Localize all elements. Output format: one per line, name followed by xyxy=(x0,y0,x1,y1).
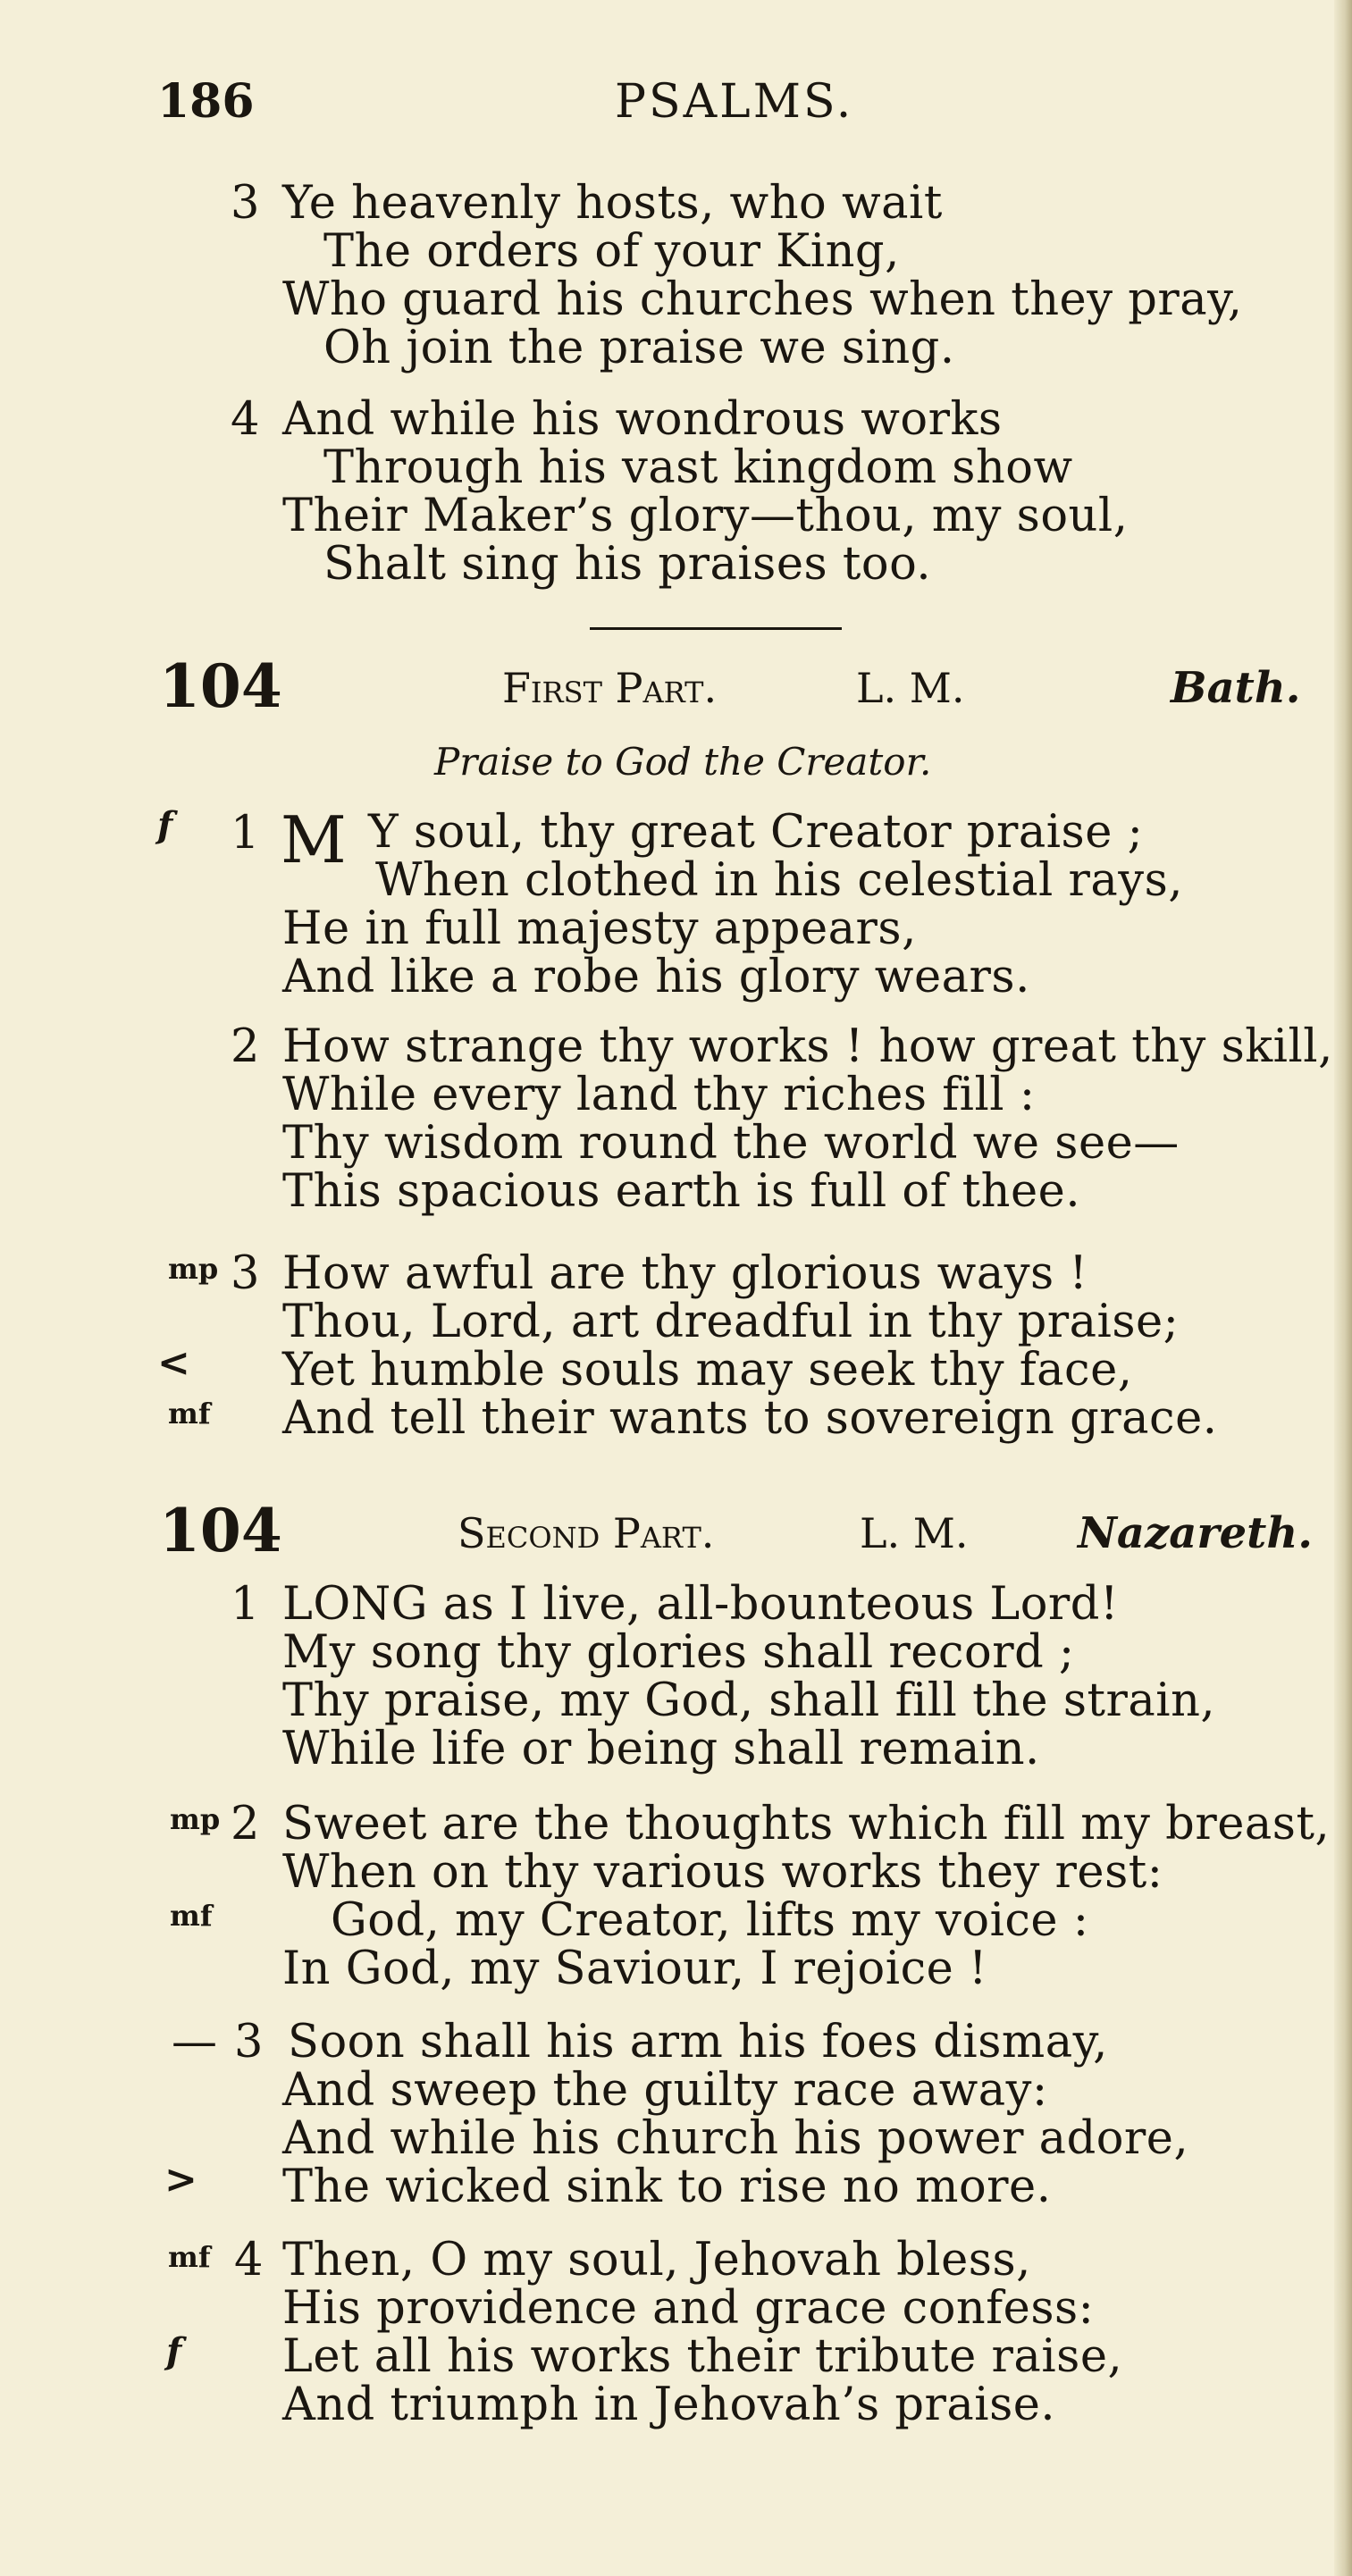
page-number: 186 xyxy=(157,74,255,129)
verse-line: Thy praise, my God, shall fill the strain, xyxy=(282,1674,1216,1727)
verse-line: This spacious earth is full of thee. xyxy=(282,1165,1081,1218)
verse-line: Let all his works their tribute raise, xyxy=(282,2330,1123,2383)
verse-line: His providence and grace confess: xyxy=(282,2282,1095,2335)
verse-line: The wicked sink to rise no more. xyxy=(282,2161,1052,2213)
hymn-tune: Nazareth. xyxy=(1078,1508,1313,1558)
verse-line: Who guard his churches when they pray, xyxy=(282,273,1243,326)
verse-line: Ye heavenly hosts, who wait xyxy=(282,177,943,230)
verse-line: Soon shall his arm his foes dismay, xyxy=(288,2016,1108,2068)
hymn-meter: L. M. xyxy=(860,1509,969,1557)
verse-line: My song thy glories shall record ; xyxy=(282,1626,1075,1679)
verse-line: Thou, Lord, art dreadful in thy praise; xyxy=(282,1296,1180,1348)
stanza-number: 2 xyxy=(231,1020,260,1073)
verse-line: And while his wondrous works xyxy=(282,393,1003,446)
stanza-number: 1 xyxy=(231,807,260,860)
verse-line: Then, O my soul, Jehovah bless, xyxy=(282,2234,1031,2287)
hymn-number: 104 xyxy=(159,651,282,721)
stanza-number: 2 xyxy=(231,1798,260,1850)
dynamic-mark: f xyxy=(157,804,173,846)
verse-line: LONG as I live, all-bounteous Lord! xyxy=(282,1578,1119,1631)
verse-line: Sweet are the thoughts which fill my breast, xyxy=(282,1798,1331,1850)
stanza-number: 3 xyxy=(231,177,260,230)
verse-line: While every land thy riches fill : xyxy=(282,1069,1036,1121)
verse-line: And triumph in Jehovah’s praise. xyxy=(282,2379,1056,2431)
verse-line: And while his church his power adore, xyxy=(282,2112,1189,2165)
drop-cap: M xyxy=(281,802,347,877)
dynamic-mark: mf xyxy=(168,1397,211,1431)
page-title: PSALMS. xyxy=(615,75,854,129)
stanza-number: 4 xyxy=(231,393,260,446)
dynamic-mark: mf xyxy=(170,1899,213,1933)
crescendo-mark: < xyxy=(157,1340,190,1386)
dash-mark: — xyxy=(172,2016,217,2068)
verse-line: How strange thy works ! how great thy skill, xyxy=(282,1020,1333,1073)
verse-line: God, my Creator, lifts my voice : xyxy=(331,1894,1089,1947)
verse-line: The orders of your King, xyxy=(323,225,900,278)
verse-line: Through his vast kingdom show xyxy=(323,441,1073,494)
decrescendo-mark: > xyxy=(164,2157,197,2203)
stanza-number: 3 xyxy=(234,2016,264,2068)
verse-line: Oh join the praise we sing. xyxy=(323,322,955,374)
dynamic-mark: mp xyxy=(168,1252,219,1286)
verse-line: And like a robe his glory wears. xyxy=(282,951,1030,1003)
hymn-number: 104 xyxy=(159,1496,282,1565)
verse-line: How awful are thy glorious ways ! xyxy=(282,1247,1088,1300)
dynamic-mark: mp xyxy=(170,1802,221,1836)
verse-line: When on thy various works they rest: xyxy=(282,1846,1163,1899)
hymn-part: First Part. xyxy=(502,664,718,712)
verse-line: Y soul, thy great Creator praise ; xyxy=(368,806,1144,859)
stanza-number: 4 xyxy=(234,2234,264,2287)
dynamic-mark: f xyxy=(166,2330,182,2372)
hymn-subtitle: Praise to God the Creator. xyxy=(434,740,932,784)
verse-line: When clothed in his celestial rays, xyxy=(375,854,1183,907)
verse-line: He in full majesty appears, xyxy=(282,902,917,955)
page-edge xyxy=(1334,0,1352,2576)
verse-line: In God, my Saviour, I rejoice ! xyxy=(282,1942,988,1995)
hymn-meter: L. M. xyxy=(856,664,965,712)
dynamic-mark: mf xyxy=(168,2240,211,2274)
verse-line: And sweep the guilty race away: xyxy=(282,2064,1048,2117)
verse-line: While life or being shall remain. xyxy=(282,1723,1040,1775)
verse-line: Thy wisdom round the world we see— xyxy=(282,1117,1180,1170)
hymn-part: Second Part. xyxy=(458,1509,715,1557)
stanza-number: 3 xyxy=(231,1247,260,1300)
stanza-number: 1 xyxy=(231,1578,260,1631)
section-divider xyxy=(590,627,842,630)
hymn-tune: Bath. xyxy=(1171,663,1301,713)
verse-line: And tell their wants to sovereign grace. xyxy=(282,1392,1218,1445)
verse-line: Yet humble souls may seek thy face, xyxy=(282,1344,1133,1397)
verse-line: Their Maker’s glory—thou, my soul, xyxy=(282,490,1129,542)
verse-line: Shalt sing his praises too. xyxy=(323,538,932,591)
